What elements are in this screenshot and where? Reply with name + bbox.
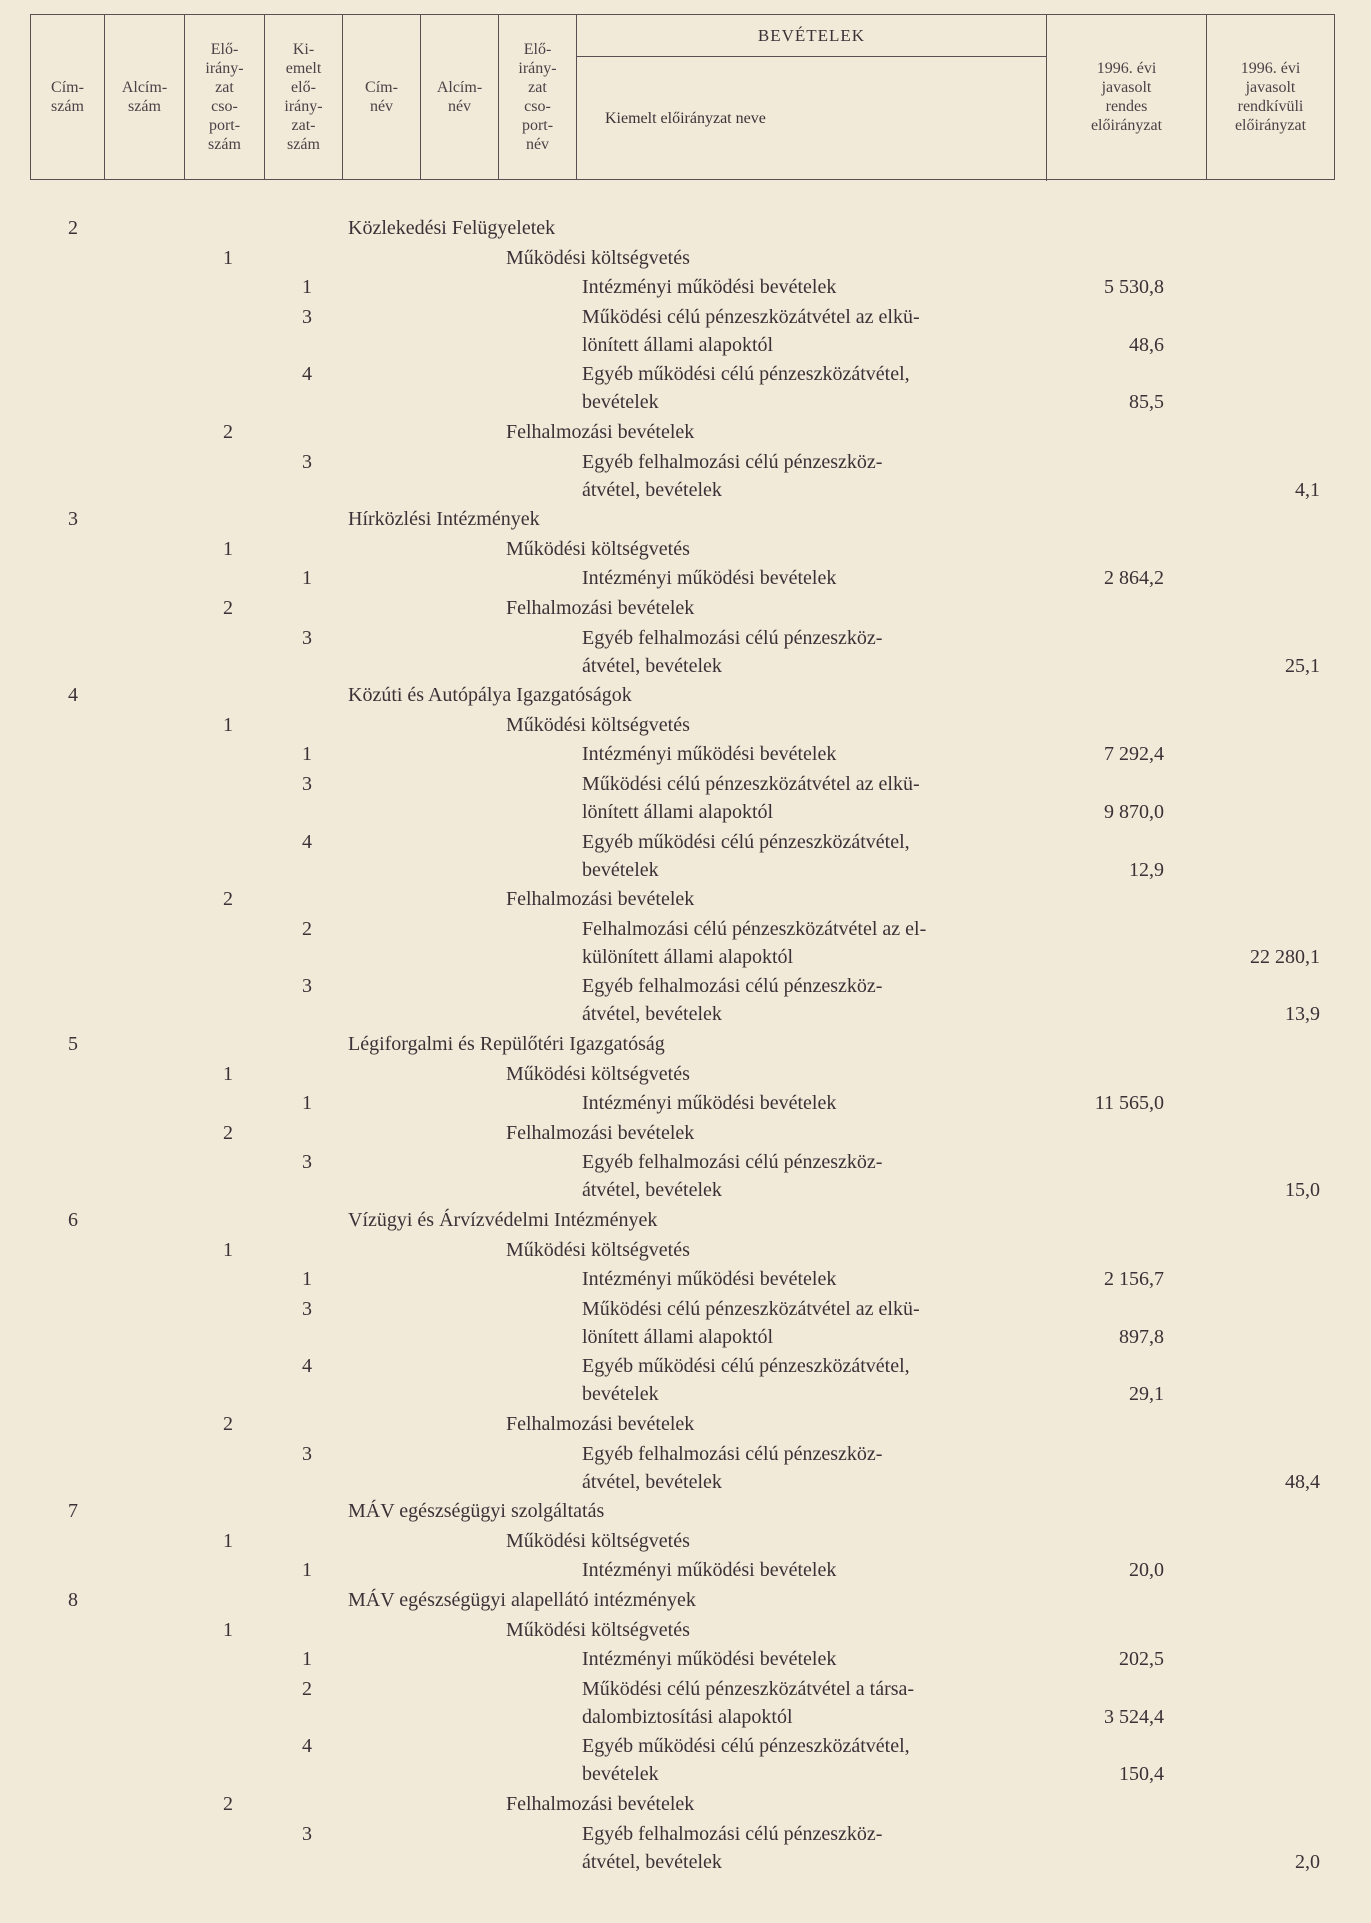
rendes-value: 11 565,0 [1094,1092,1164,1115]
rendes-value: 85,5 [1129,391,1164,414]
kiemelt-number: 3 [302,626,312,649]
cim-number: 7 [68,1500,78,1523]
kiemelt-number: 4 [302,1735,312,1758]
kiemelt-name-cont: átvétel, bevételek [582,1470,722,1493]
header-csoport-szam: Elő- irány- zat cso- port- szám [185,15,265,179]
kiemelt-name: Működési célú pénzeszközátvétel a társa- [582,1677,915,1700]
csoport-number: 1 [223,537,233,560]
kiemelt-name: Egyéb felhalmozási célú pénzeszköz- [582,1442,883,1465]
kiemelt-number: 1 [302,1559,312,1582]
cim-name: MÁV egészségügyi szolgáltatás [348,1500,605,1523]
kiemelt-name-cont: lönített állami alapoktól [582,801,774,823]
kiemelt-name: Egyéb működési célú pénzeszközátvétel, [582,1735,910,1758]
kiemelt-name-cont: dalombiztosítási alapoktól [582,1705,793,1728]
kiemelt-name: Egyéb működési célú pénzeszközátvétel, [582,363,910,386]
csoport-name: Működési költségvetés [506,1062,690,1085]
header-cimszam: Cím- szám [31,15,105,179]
csoport-name: Felhalmozási bevételek [506,1793,695,1815]
cim-name: MÁV egészségügyi alapellátó intézmények [348,1589,696,1611]
rendkivuli-value: 4,1 [1295,478,1320,501]
csoport-name: Felhalmozási bevételek [506,1413,695,1435]
csoport-name: Működési költségvetés [506,1529,690,1552]
csoport-number: 2 [223,1413,233,1435]
kiemelt-name-cont: átvétel, bevételek [582,654,722,677]
kiemelt-number: 3 [302,1822,312,1845]
header-kiemelt-szam: Ki- emelt elő- irány- zat- szám [265,15,343,179]
kiemelt-name-cont: átvétel, bevételek [582,1003,722,1026]
cim-name: Hírközlési Intézmények [348,508,540,531]
kiemelt-name: Működési célú pénzeszközátvétel az elkü- [582,305,920,328]
rendkivuli-value: 25,1 [1285,654,1320,677]
header-alcimnev: Alcím- név [421,15,499,179]
kiemelt-number: 4 [302,830,312,853]
kiemelt-name-cont: lönített állami alapoktól [582,333,774,356]
kiemelt-name: Egyéb felhalmozási célú pénzeszköz- [582,1151,883,1174]
kiemelt-number: 1 [302,743,312,766]
cim-number: 8 [68,1589,78,1611]
kiemelt-number: 3 [302,773,312,795]
header-rendkivuli: 1996. évi javasolt rendkívüli előirányzat [1234,60,1307,134]
rendkivuli-value: 22 280,1 [1250,945,1320,968]
kiemelt-name-cont: bevételek [582,858,659,881]
cim-name: Közlekedési Felügyeletek [348,217,556,239]
kiemelt-name-cont: bevételek [582,391,659,414]
csoport-name: Felhalmozási bevételek [506,597,695,619]
header-rendes: 1996. évi javasolt rendes előirányzat [1047,15,1207,179]
kiemelt-number: 1 [302,1268,312,1291]
kiemelt-name: Egyéb felhalmozási célú pénzeszköz- [582,626,883,649]
kiemelt-number: 3 [302,975,312,998]
cim-name: Közúti és Autópálya Igazgatóságok [348,684,632,707]
kiemelt-name: Egyéb felhalmozási célú pénzeszköz- [582,1822,883,1845]
kiemelt-number: 1 [302,1648,312,1671]
cim-number: 6 [68,1209,78,1231]
csoport-name: Felhalmozási bevételek [506,421,695,443]
table-header [30,14,1335,180]
rendes-value: 12,9 [1129,858,1164,881]
cim-number: 5 [68,1033,78,1055]
header-alcimszam: Alcím- szám [105,15,185,179]
rendes-value: 150,4 [1119,1763,1164,1786]
rendes-value: 3 524,4 [1104,1705,1164,1728]
csoport-number: 2 [223,421,233,443]
kiemelt-number: 2 [302,1677,312,1700]
kiemelt-number: 1 [302,567,312,590]
cim-number: 2 [68,217,78,239]
csoport-number: 2 [223,597,233,619]
kiemelt-name: Működési célú pénzeszközátvétel az elkü- [582,773,920,795]
kiemelt-name: Intézményi működési bevételek [582,1648,837,1671]
kiemelt-number: 1 [302,276,312,299]
kiemelt-name: Egyéb felhalmozási célú pénzeszköz- [582,975,883,998]
kiemelt-name-cont: átvétel, bevételek [582,1179,722,1202]
csoport-name: Működési költségvetés [506,246,690,269]
rendes-value: 7 292,4 [1104,743,1164,766]
kiemelt-name: Egyéb felhalmozási célú pénzeszköz- [582,450,883,473]
header-kiemelt-nev: Kiemelt előirányzat neve [577,57,1047,181]
kiemelt-name: Intézményi működési bevételek [582,567,837,590]
header-bevetelek: BEVÉTELEK [577,15,1047,57]
kiemelt-number: 3 [302,1297,312,1320]
csoport-number: 1 [223,713,233,736]
cim-number: 3 [68,508,78,531]
kiemelt-name: Intézményi működési bevételek [582,1559,837,1582]
csoport-name: Működési költségvetés [506,537,690,560]
rendes-value: 29,1 [1129,1383,1164,1406]
kiemelt-name-cont: átvétel, bevételek [582,478,722,501]
csoport-number: 2 [223,1793,233,1815]
kiemelt-name: Intézményi működési bevételek [582,743,837,766]
rendkivuli-value: 15,0 [1285,1179,1320,1202]
rendes-value: 20,0 [1129,1559,1164,1582]
kiemelt-number: 4 [302,1355,312,1378]
csoport-number: 2 [223,888,233,911]
rendes-value: 202,5 [1119,1648,1164,1671]
rendes-value: 9 870,0 [1104,801,1164,823]
kiemelt-name-cont: lönített állami alapoktól [582,1325,774,1348]
csoport-name: Működési költségvetés [506,1238,690,1261]
kiemelt-number: 3 [302,450,312,473]
kiemelt-number: 3 [302,1442,312,1465]
csoport-number: 1 [223,246,233,269]
kiemelt-number: 3 [302,305,312,328]
rendkivuli-value: 13,9 [1285,1003,1320,1026]
kiemelt-name: Működési célú pénzeszközátvétel az elkü- [582,1297,920,1320]
cim-number: 4 [68,684,78,707]
csoport-name: Működési költségvetés [506,713,690,736]
csoport-number: 1 [223,1062,233,1085]
kiemelt-name: Intézményi működési bevételek [582,1268,837,1291]
kiemelt-name-cont: különített állami alapoktól [582,945,794,968]
rendes-value: 48,6 [1129,333,1164,356]
kiemelt-name: Felhalmozási célú pénzeszközátvétel az el- [582,917,927,940]
csoport-number: 1 [223,1618,233,1641]
csoport-number: 2 [223,1121,233,1144]
kiemelt-number: 2 [302,917,312,940]
header-csoport-nev: Elő- irány- zat cso- port- név [499,15,577,179]
kiemelt-number: 3 [302,1151,312,1174]
cim-name: Légiforgalmi és Repülőtéri Igazgatóság [348,1033,665,1055]
kiemelt-name: Egyéb működési célú pénzeszközátvétel, [582,1355,910,1378]
csoport-number: 1 [223,1238,233,1261]
cim-name: Vízügyi és Árvízvédelmi Intézmények [348,1209,658,1231]
rendkivuli-value: 48,4 [1285,1470,1320,1493]
rendes-value: 2 864,2 [1104,567,1164,590]
csoport-name: Működési költségvetés [506,1618,690,1641]
kiemelt-name-cont: bevételek [582,1383,659,1406]
rendes-value: 5 530,8 [1104,276,1164,299]
kiemelt-name: Intézményi működési bevételek [582,276,837,299]
csoport-number: 1 [223,1529,233,1552]
kiemelt-name-cont: átvétel, bevételek [582,1850,722,1873]
kiemelt-number: 4 [302,363,312,386]
header-cimnev: Cím- név [343,15,421,179]
rendes-value: 2 156,7 [1104,1268,1164,1291]
csoport-name: Felhalmozási bevételek [506,1121,695,1144]
kiemelt-number: 1 [302,1092,312,1115]
kiemelt-name: Intézményi működési bevételek [582,1092,837,1115]
csoport-name: Felhalmozási bevételek [506,888,695,911]
kiemelt-name: Egyéb működési célú pénzeszközátvétel, [582,830,910,853]
rendkivuli-value: 2,0 [1295,1850,1320,1873]
rendes-value: 897,8 [1119,1325,1164,1348]
kiemelt-name-cont: bevételek [582,1763,659,1786]
